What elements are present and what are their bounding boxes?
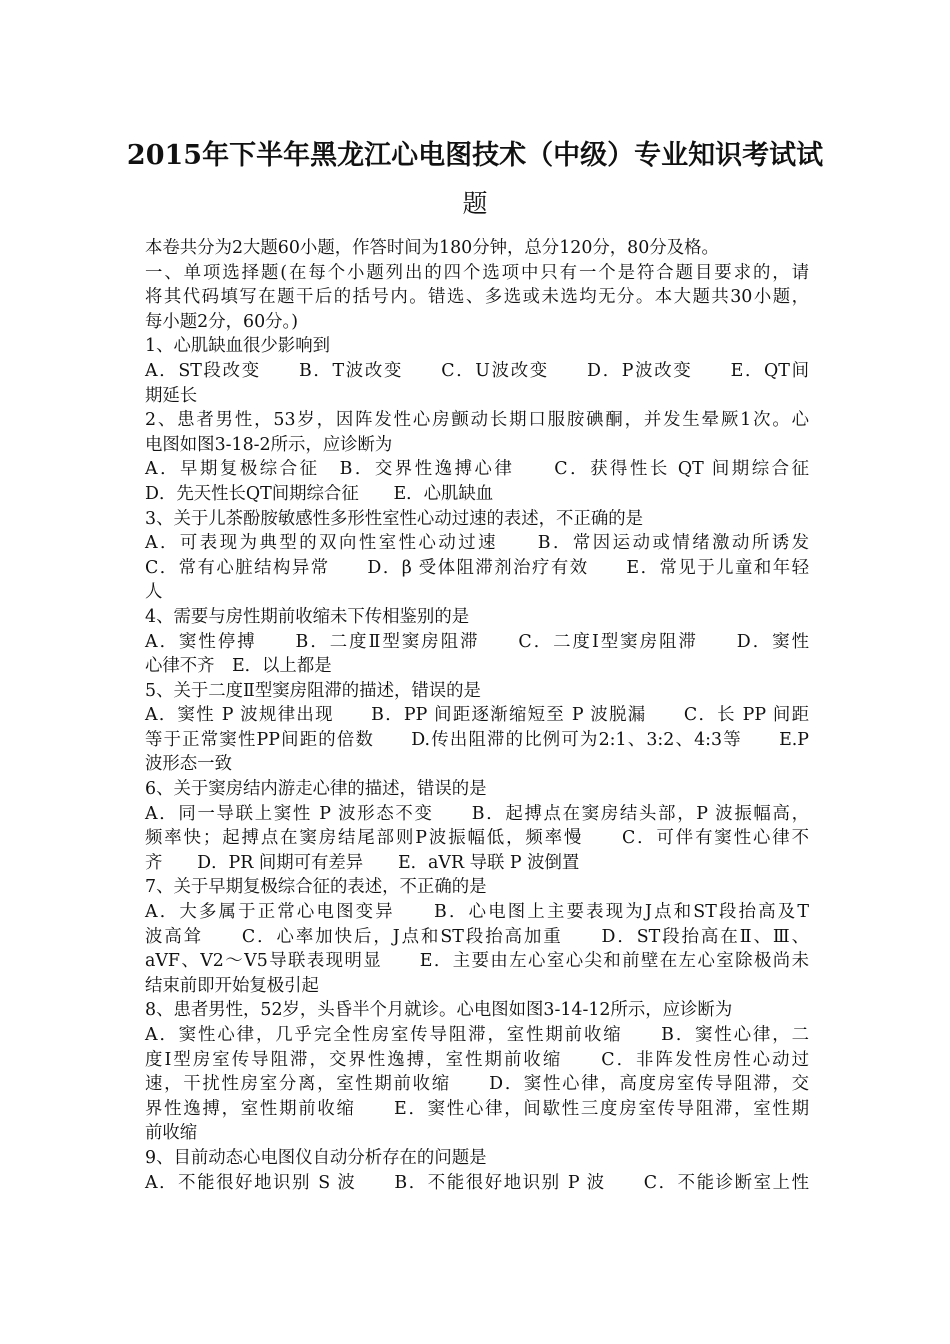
question-options-line: A．早期复极综合征 B．交界性逸搏心律 C．获得性长 QT 间期综合征 bbox=[145, 459, 809, 480]
question-options-line: A．可表现为典型的双向性室性心动过速 B．常因运动或情绪激动所诱发 bbox=[145, 533, 809, 554]
question-options-line: 波高耸 C．心率加快后，J点和ST段抬高加重 D．ST段抬高在Ⅱ、Ⅲ、 bbox=[145, 926, 809, 947]
question-options-line: 界性逸搏，室性期前收缩 E．窦性心律，间歇性三度房室传导阻滞，室性期 bbox=[145, 1098, 809, 1119]
question-options-line: 心律不齐 E．以上都是 bbox=[145, 656, 332, 677]
question-options-line: 期延长 bbox=[145, 385, 198, 406]
question-options-line: 前收缩 bbox=[145, 1123, 198, 1144]
document-title-line-2: 题 bbox=[462, 189, 488, 218]
question-options-line: A．窦性 P 波规律出现 B．PP 间距逐渐缩短至 P 波脱漏 C．长 PP 间距 bbox=[145, 705, 809, 726]
question-options-line: A．ST段改变 B．T波改变 C．U波改变 D．P波改变 E．QT间 bbox=[145, 360, 809, 381]
section-instruction-line: 一、单项选择题(在每个小题列出的四个选项中只有一个是符合题目要求的，请 bbox=[145, 262, 809, 283]
question-options-line: 等于正常窦性PP间距的倍数 D.传出阻滞的比例可为2:1、3:2、4:3等 E.P bbox=[145, 729, 809, 750]
section-instruction-line: 每小题2分，60分。) bbox=[145, 311, 299, 332]
question-9 bbox=[145, 1146, 809, 1195]
question-stem: 1、心肌缺血很少影响到 bbox=[145, 336, 330, 357]
question-stem: 5、关于二度Ⅱ型窦房阻滞的描述，错误的是 bbox=[145, 680, 481, 701]
question-options-line: A．同一导联上窦性 P 波形态不变 B．起搏点在窦房结头部，P 波振幅高， bbox=[145, 803, 809, 824]
question-stem: 2、患者男性，53岁，因阵发性心房颤动长期口服胺碘酮，并发生晕厥1次。心 bbox=[145, 410, 809, 431]
question-options-line: A．窦性停搏 B．二度Ⅱ型窦房阻滞 C．二度Ⅰ型窦房阻滞 D．窦性 bbox=[145, 631, 809, 652]
question-3 bbox=[145, 507, 809, 605]
question-8 bbox=[145, 998, 809, 1146]
question-options-line: 齐 D．PR 间期可有差异 E．aVR 导联 P 波倒置 bbox=[145, 852, 580, 873]
question-stem: 电图如图3-18-2所示，应诊断为 bbox=[145, 434, 393, 455]
question-stem: 8、患者男性，52岁，头昏半个月就诊。心电图如图3-14-12所示，应诊断为 bbox=[145, 1000, 733, 1021]
question-options-line: 结束前即开始复极引起 bbox=[145, 975, 319, 996]
question-4 bbox=[145, 605, 809, 679]
question-5 bbox=[145, 679, 809, 777]
question-6 bbox=[145, 777, 809, 875]
question-options-line: A．大多属于正常心电图变异 B．心电图上主要表现为J点和ST段抬高及T bbox=[145, 902, 809, 923]
question-options-line: 波形态一致 bbox=[145, 754, 232, 775]
question-stem: 7、关于早期复极综合征的表述，不正确的是 bbox=[145, 877, 487, 898]
question-stem: 4、需要与房性期前收缩未下传相鉴别的是 bbox=[145, 606, 470, 627]
question-2 bbox=[145, 408, 809, 506]
question-options-line: 频率快；起搏点在窦房结尾部则P波振幅低，频率慢 C．可伴有窦性心律不 bbox=[145, 828, 809, 849]
question-options-line: C．常有心脏结构异常 D．β 受体阻滞剂治疗有效 E．常见于儿童和年轻 bbox=[145, 557, 809, 578]
document-title-line-1: 2015年下半年黑龙江心电图技术（中级）专业知识考试试 bbox=[126, 140, 824, 171]
question-options-line: 度Ⅰ型房室传导阻滞，交界性逸搏，室性期前收缩 C．非阵发性房性心动过 bbox=[145, 1049, 809, 1070]
question-stem: 3、关于儿茶酚胺敏感性多形性室性心动过速的表述，不正确的是 bbox=[145, 508, 644, 529]
question-options-line: 速，干扰性房室分离，室性期前收缩 D．窦性心律，高度房室传导阻滞，交 bbox=[145, 1074, 809, 1095]
question-options-line: A．窦性心律，几乎完全性房室传导阻滞，室性期前收缩 B．窦性心律，二 bbox=[145, 1025, 809, 1045]
question-options-line: 人 bbox=[145, 582, 163, 603]
question-stem: 6、关于窦房结内游走心律的描述，错误的是 bbox=[145, 779, 487, 800]
question-1 bbox=[145, 334, 809, 408]
question-options-line: D．先天性长QT间期综合征 E．心肌缺血 bbox=[145, 483, 494, 504]
document-body bbox=[145, 236, 809, 1195]
question-options-line: A．不能很好地识别 S 波 B．不能很好地识别 P 波 C．不能诊断室上性 bbox=[145, 1172, 809, 1193]
section-instruction-line: 将其代码填写在题干后的括号内。错选、多选或未选均无分。本大题共30小题， bbox=[145, 287, 809, 308]
question-7 bbox=[145, 875, 809, 998]
question-options-line: aVF、V2～V5导联表现明显 E．主要由左心室心尖和前壁在左心室除极尚未 bbox=[145, 951, 809, 972]
section-instructions bbox=[145, 261, 809, 335]
exam-intro: 本卷共分为2大题60小题，作答时间为180分钟，总分120分，80分及格。 bbox=[145, 238, 719, 258]
question-stem: 9、目前动态心电图仪自动分析存在的问题是 bbox=[145, 1147, 487, 1168]
